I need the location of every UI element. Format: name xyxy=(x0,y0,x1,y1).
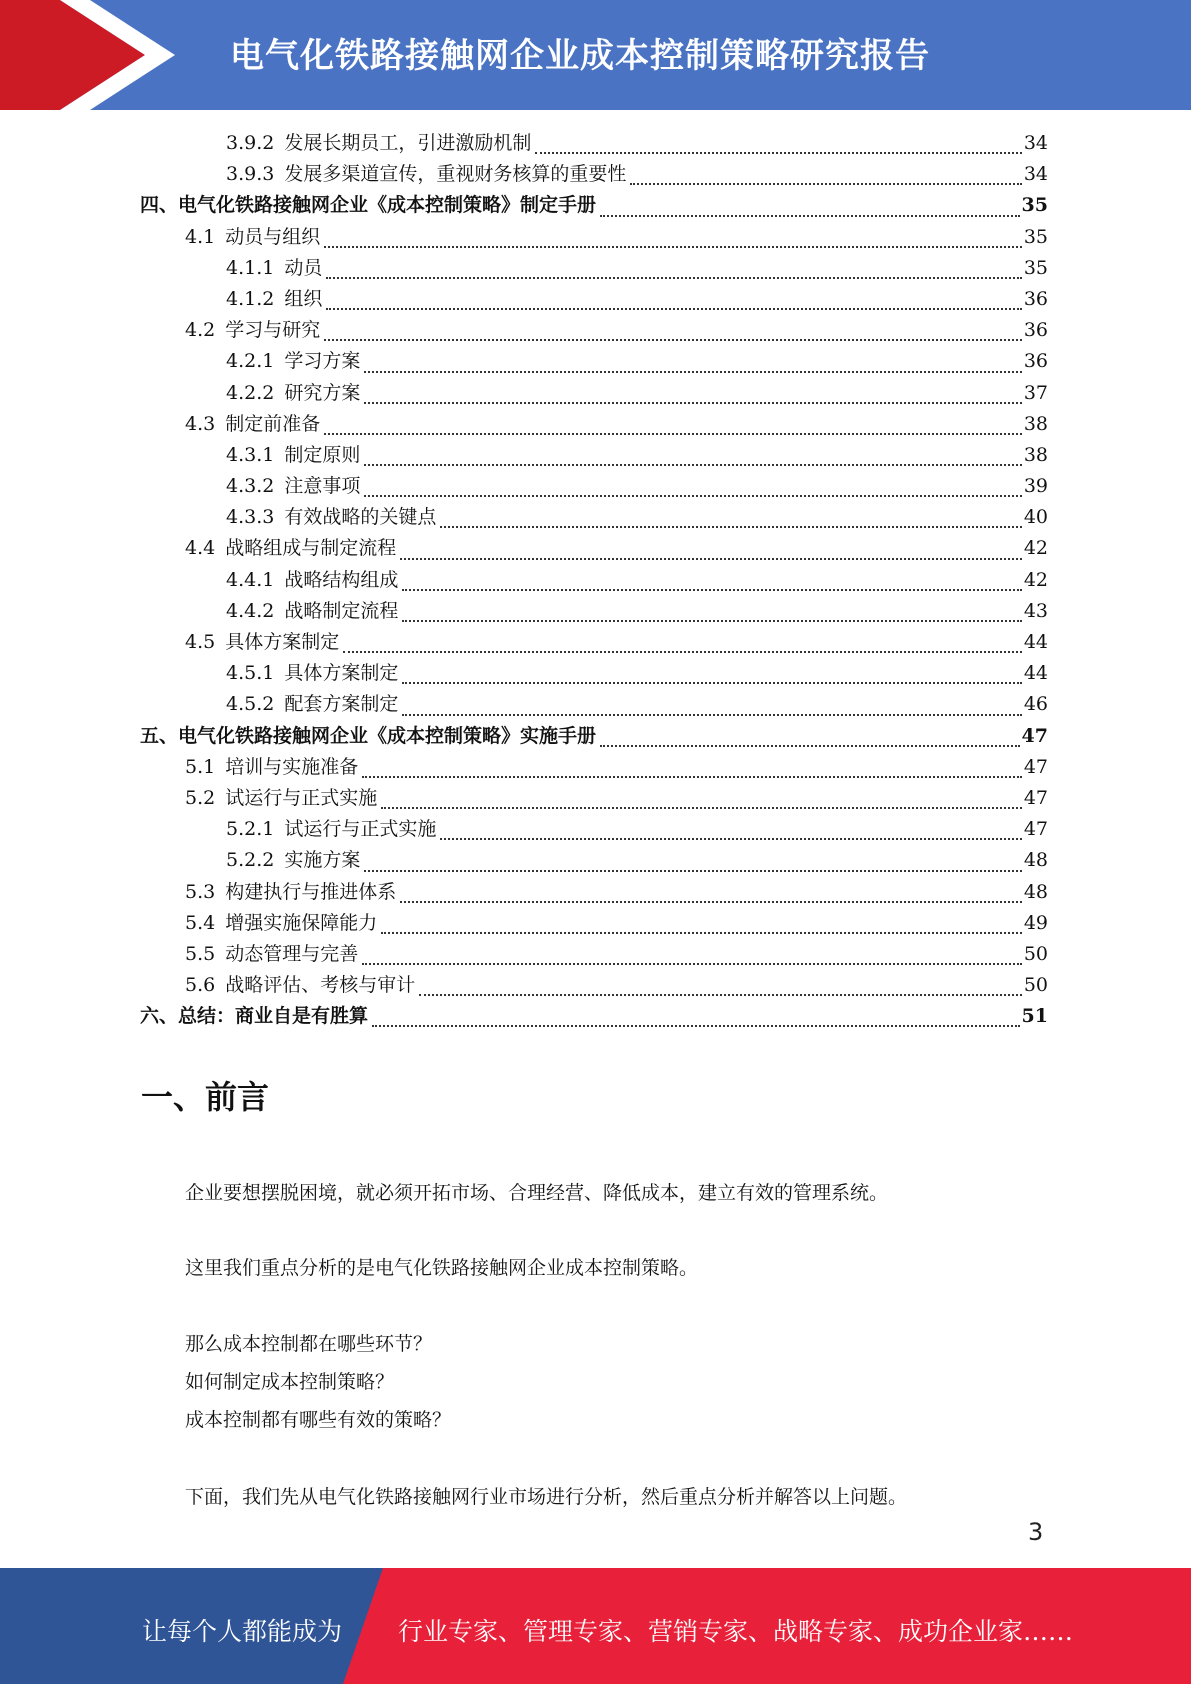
toc-dot-leader xyxy=(402,714,1021,716)
toc-entry-title: 发展多渠道宣传，重视财务核算的重要性 xyxy=(284,163,627,186)
toc-dot-leader xyxy=(535,152,1021,154)
table-of-contents xyxy=(140,128,1048,1032)
toc-entry-page: 47 xyxy=(1023,818,1048,841)
toc-entry-title: 制定前准备 xyxy=(225,412,321,435)
toc-entry-number: 5.5 xyxy=(185,942,216,965)
toc-entry-page: 35 xyxy=(1023,256,1048,279)
toc-entry[interactable] xyxy=(140,222,1048,253)
toc-entry-number: 4.5.2 xyxy=(226,693,275,716)
toc-entry-number: 4.1.1 xyxy=(226,256,275,279)
toc-dot-leader xyxy=(326,277,1021,279)
toc-entry-page: 43 xyxy=(1023,599,1048,622)
toc-dot-leader xyxy=(600,745,1020,747)
toc-entry-page: 38 xyxy=(1023,443,1048,466)
toc-dot-leader xyxy=(400,901,1022,903)
toc-entry[interactable] xyxy=(140,190,1048,221)
toc-dot-leader xyxy=(324,339,1022,341)
toc-entry[interactable] xyxy=(140,877,1048,908)
page-header xyxy=(0,0,1191,110)
paragraph: 企业要想摆脱困境，就必须开拓市场、合理经营、降低成本，建立有效的管理系统。 xyxy=(185,1182,889,1204)
toc-entry-page: 40 xyxy=(1023,506,1048,529)
toc-entry-number: 5.2.2 xyxy=(226,849,275,872)
toc-entry-page: 36 xyxy=(1023,319,1048,342)
toc-entry[interactable] xyxy=(140,689,1048,720)
toc-dot-leader xyxy=(324,246,1022,248)
toc-entry-number: 4.3.2 xyxy=(226,475,275,498)
toc-entry-page: 48 xyxy=(1023,849,1048,872)
toc-entry-number: 4.1.2 xyxy=(226,287,275,310)
toc-dot-leader xyxy=(630,183,1021,185)
toc-entry-page: 50 xyxy=(1023,942,1048,965)
toc-entry[interactable] xyxy=(140,908,1048,939)
toc-entry-title: 学习方案 xyxy=(284,350,361,373)
toc-entry-number: 4.4 xyxy=(185,537,216,560)
toc-entry-title: 六、总结：商业自是有胜算 xyxy=(140,1005,369,1028)
toc-entry-number: 4.5.1 xyxy=(226,662,275,685)
toc-entry-title: 构建执行与推进体系 xyxy=(225,880,397,903)
toc-entry[interactable] xyxy=(140,471,1048,502)
toc-dot-leader xyxy=(372,1025,1020,1027)
footer-slogan-right: 行业专家、管理专家、营销专家、战略专家、成功企业家…… xyxy=(398,1617,1074,1646)
toc-dot-leader xyxy=(402,620,1021,622)
toc-entry-title: 注意事项 xyxy=(284,475,361,498)
toc-entry[interactable] xyxy=(140,658,1048,689)
toc-entry[interactable] xyxy=(140,284,1048,315)
toc-entry[interactable] xyxy=(140,845,1048,876)
toc-dot-leader xyxy=(440,526,1021,528)
toc-entry-title: 试运行与正式实施 xyxy=(225,786,378,809)
toc-entry-page: 48 xyxy=(1023,880,1048,903)
toc-entry-title: 具体方案制定 xyxy=(225,631,340,653)
toc-entry-title: 动态管理与完善 xyxy=(225,942,359,965)
toc-entry[interactable] xyxy=(140,440,1048,471)
toc-entry[interactable] xyxy=(140,409,1048,440)
toc-dot-leader xyxy=(381,807,1022,809)
toc-entry-number: 4.3.3 xyxy=(226,506,275,529)
section-title: 一、前言 xyxy=(141,1078,270,1116)
toc-entry-page: 36 xyxy=(1023,287,1048,310)
toc-entry-page: 44 xyxy=(1023,662,1048,685)
toc-entry-page: 39 xyxy=(1023,475,1048,498)
toc-entry-title: 战略制定流程 xyxy=(284,599,399,622)
toc-entry-title: 培训与实施准备 xyxy=(225,755,359,778)
toc-entry-page: 35 xyxy=(1021,194,1048,217)
toc-entry-page: 35 xyxy=(1023,225,1048,248)
toc-entry[interactable] xyxy=(140,814,1048,845)
toc-entry[interactable] xyxy=(140,565,1048,596)
toc-entry-number: 4.4.2 xyxy=(226,599,275,622)
toc-entry-number: 4.4.1 xyxy=(226,568,275,591)
toc-entry-number: 5.2 xyxy=(185,786,216,809)
toc-dot-leader xyxy=(364,371,1021,373)
toc-entry-number: 4.1 xyxy=(185,225,216,248)
toc-entry-page: 51 xyxy=(1021,1005,1048,1028)
toc-entry-page: 34 xyxy=(1023,132,1048,154)
toc-entry-number: 5.3 xyxy=(185,880,216,903)
toc-entry-number: 4.2.1 xyxy=(226,350,275,373)
toc-entry-page: 38 xyxy=(1023,412,1048,435)
toc-entry-page: 46 xyxy=(1023,693,1048,716)
toc-entry-page: 47 xyxy=(1021,724,1048,747)
toc-dot-leader xyxy=(343,651,1022,653)
toc-entry-title: 配套方案制定 xyxy=(284,693,399,716)
toc-entry[interactable] xyxy=(140,783,1048,814)
toc-entry[interactable] xyxy=(140,533,1048,564)
toc-entry-page: 42 xyxy=(1023,568,1048,591)
toc-entry[interactable] xyxy=(140,253,1048,284)
toc-dot-leader xyxy=(402,589,1021,591)
toc-entry-title: 具体方案制定 xyxy=(284,662,399,685)
paragraph: 下面，我们先从电气化铁路接触网行业市场进行分析，然后重点分析并解答以上问题。 xyxy=(185,1486,908,1508)
toc-entry-title: 四、电气化铁路接触网企业《成本控制策略》制定手册 xyxy=(140,194,597,217)
toc-entry[interactable] xyxy=(140,721,1048,752)
page-number: 3 xyxy=(1028,1518,1044,1546)
toc-entry-page: 47 xyxy=(1023,755,1048,778)
toc-entry-number: 5.1 xyxy=(185,755,216,778)
toc-entry-title: 研究方案 xyxy=(284,381,361,404)
toc-entry-title: 动员与组织 xyxy=(225,225,321,248)
paragraph: 那么成本控制都在哪些环节？ xyxy=(185,1333,433,1355)
toc-entry-title: 制定原则 xyxy=(284,443,361,466)
toc-entry[interactable] xyxy=(140,128,1048,159)
toc-entry-page: 37 xyxy=(1023,381,1048,404)
toc-dot-leader xyxy=(324,433,1022,435)
toc-entry-page: 34 xyxy=(1023,163,1048,186)
toc-entry[interactable] xyxy=(140,752,1048,783)
report-title: 电气化铁路接触网企业成本控制策略研究报告 xyxy=(230,36,930,76)
toc-entry-page: 50 xyxy=(1023,974,1048,997)
toc-entry-number: 4.2.2 xyxy=(226,381,275,404)
toc-dot-leader xyxy=(362,963,1022,965)
toc-entry-title: 动员 xyxy=(284,256,323,279)
toc-entry-number: 5.2.1 xyxy=(226,818,275,841)
toc-entry-page: 36 xyxy=(1023,350,1048,373)
toc-dot-leader xyxy=(381,932,1022,934)
toc-entry-title: 增强实施保障能力 xyxy=(225,911,378,934)
toc-dot-leader xyxy=(364,495,1021,497)
toc-entry[interactable] xyxy=(140,346,1048,377)
paragraph: 成本控制都有哪些有效的策略？ xyxy=(185,1409,452,1431)
footer-slogan-left: 让每个人都能成为 xyxy=(142,1617,343,1646)
toc-entry[interactable] xyxy=(140,939,1048,970)
toc-entry-title: 战略组成与制定流程 xyxy=(225,537,397,560)
toc-dot-leader xyxy=(440,838,1021,840)
toc-entry[interactable] xyxy=(140,596,1048,627)
toc-entry-page: 49 xyxy=(1023,911,1048,934)
toc-dot-leader xyxy=(364,870,1021,872)
toc-dot-leader xyxy=(326,308,1021,310)
toc-entry-title: 发展长期员工，引进激励机制 xyxy=(284,132,532,154)
toc-entry-title: 战略结构组成 xyxy=(284,568,399,591)
toc-dot-leader xyxy=(362,776,1022,778)
toc-dot-leader xyxy=(400,558,1022,560)
toc-entry-page: 44 xyxy=(1023,631,1048,653)
toc-entry-title: 战略评估、考核与审计 xyxy=(225,974,416,997)
toc-entry-page: 47 xyxy=(1023,786,1048,809)
header-red-arrow xyxy=(0,0,145,110)
toc-entry-title: 学习与研究 xyxy=(225,319,321,342)
toc-dot-leader xyxy=(419,994,1022,996)
toc-entry[interactable] xyxy=(140,315,1048,346)
toc-entry-number: 5.6 xyxy=(185,974,216,997)
toc-entry[interactable] xyxy=(140,627,1048,658)
toc-dot-leader xyxy=(364,464,1021,466)
toc-entry[interactable] xyxy=(140,159,1048,190)
toc-entry-title: 试运行与正式实施 xyxy=(284,818,437,841)
toc-entry-title: 实施方案 xyxy=(284,849,361,872)
toc-dot-leader xyxy=(600,215,1020,217)
toc-entry-number: 4.3 xyxy=(185,412,216,435)
toc-entry-number: 4.5 xyxy=(185,631,216,653)
toc-entry[interactable] xyxy=(140,378,1048,409)
toc-entry-number: 3.9.2 xyxy=(226,132,275,154)
toc-entry[interactable] xyxy=(140,1001,1048,1032)
toc-entry[interactable] xyxy=(140,502,1048,533)
toc-entry-number: 4.2 xyxy=(185,319,216,342)
toc-entry-page: 42 xyxy=(1023,537,1048,560)
toc-dot-leader xyxy=(402,682,1021,684)
toc-entry-number: 3.9.3 xyxy=(226,163,275,186)
toc-entry-title: 组织 xyxy=(284,287,323,310)
toc-entry-title: 有效战略的关键点 xyxy=(284,506,437,529)
toc-entry-number: 5.4 xyxy=(185,911,216,934)
toc-dot-leader xyxy=(364,402,1021,404)
toc-entry[interactable] xyxy=(140,970,1048,1001)
paragraph: 如何制定成本控制策略？ xyxy=(185,1371,395,1393)
page-footer xyxy=(0,1568,1191,1684)
toc-entry-number: 4.3.1 xyxy=(226,443,275,466)
paragraph: 这里我们重点分析的是电气化铁路接触网企业成本控制策略。 xyxy=(185,1257,699,1279)
toc-entry-title: 五、电气化铁路接触网企业《成本控制策略》实施手册 xyxy=(140,724,597,747)
